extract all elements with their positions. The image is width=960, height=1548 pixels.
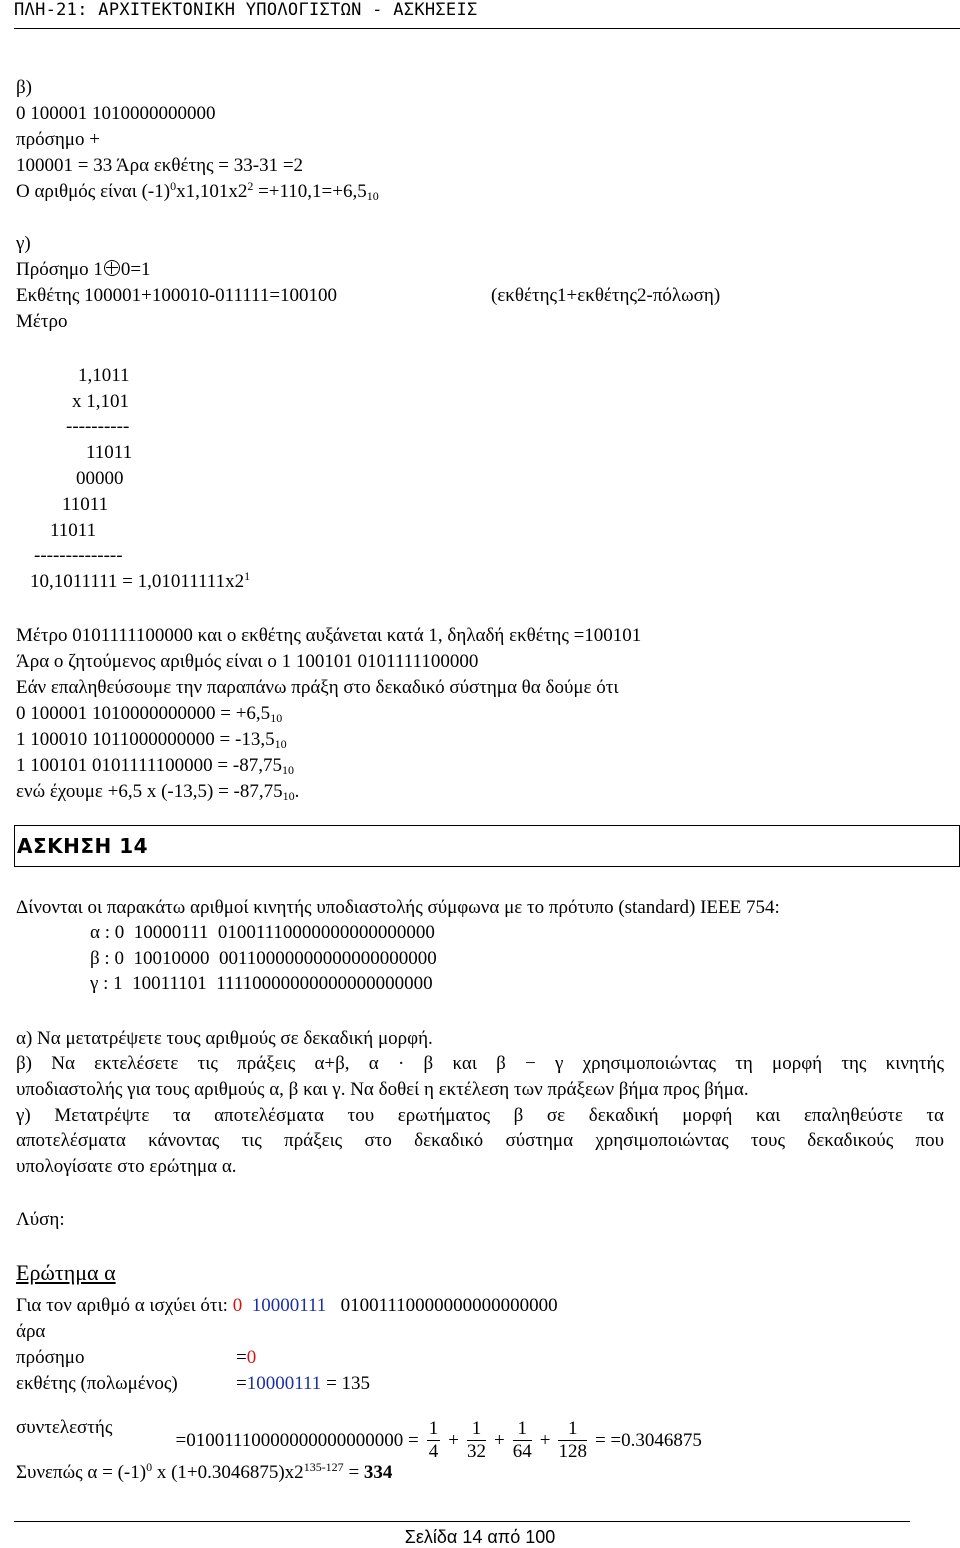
sign-value: =0 xyxy=(236,1347,257,1368)
part-c-p2: Άρα ο ζητούμενος αριθμός είναι ο 1 100101 0101111100000 xyxy=(16,651,479,672)
final-result: Συνεπώς $\alpha = (-1)^0$ x $(1+0.3046875)x2^{135-127} = 334$ xyxy=(16,1460,393,1483)
part-c-sign: Πρόσημο 1 0=1 xyxy=(16,259,151,280)
verify-line-1: 0 100001 $1010000000000 = +6,5_{10}$ xyxy=(16,703,283,725)
mult-line-5: 00000 xyxy=(76,468,124,489)
mult-result: $10,1011111 = 1,01011111x2^1$ xyxy=(30,569,251,592)
part-c-label: γ) xyxy=(16,233,31,254)
solution-line-1: Για τον αριθμό α ισχύει ότι: 0 10000111 01001110000000000000000 xyxy=(16,1295,558,1316)
fraction-1-32: $\frac{1}{32}$ xyxy=(467,1418,486,1462)
part-b-line1: 0 100001 1010000000000 xyxy=(16,103,216,124)
question-c-line3: υπολογίσατε στο ερώτημα α. xyxy=(16,1156,237,1177)
number-c: γ : 1 10011101 11110000000000000000000 xyxy=(90,973,433,994)
verify-line-3: 1 100101 $0101111100000 = -87,75_{10}$ xyxy=(16,755,294,777)
coef-expression: =01001110000000000000000 = $\frac{1}{4}$ + $\frac{1}{32}$ + $\frac{1}{64}$ + $\frac{1}{128}$ = =0.3046875 xyxy=(175,1418,702,1462)
mult-line-4: 11011 xyxy=(86,442,133,463)
oplus-icon xyxy=(104,260,120,276)
mult-line-8: -------------- xyxy=(34,545,123,566)
exponent-label: εκθέτης (πολωμένος) xyxy=(16,1373,178,1394)
section-heading: Ερώτημα α xyxy=(16,1260,116,1285)
part-b-line2: πρόσημο + xyxy=(16,129,100,150)
fraction-1-64: $\frac{1}{64}$ xyxy=(512,1418,532,1462)
footer-divider xyxy=(14,1521,910,1522)
fraction-1-4: $\frac{1}{4}$ xyxy=(428,1418,439,1462)
page-header xyxy=(14,0,960,29)
question-c-line2: αποτελέσματα κάνοντας τις πράξεις στο δεκαδικό σύστημα χρησιμοποιώντας τους δεκαδικούς που xyxy=(16,1130,944,1151)
part-c-p3: Εάν επαληθεύσουμε την παραπάνω πράξη στο δεκαδικό σύστημα θα δούμε ότι xyxy=(16,677,619,698)
part-c-exp-note: (εκθέτης1+εκθέτης2-πόλωση) xyxy=(491,285,721,306)
mult-line-3: ---------- xyxy=(66,416,130,437)
mult-line-6: 11011 xyxy=(62,494,109,515)
part-c-exp: Εκθέτης 100001+100010-011111=100100 xyxy=(16,285,338,306)
part-b-line3: 100001 = 33 Άρα εκθέτης = 33-31 =2 xyxy=(16,155,304,176)
question-b-line2: υποδιαστολής για τους αριθμούς α, β και γ. Να δοθεί η εκτέλεση των πράξεων βήμα προς βήμα. xyxy=(16,1079,749,1100)
verify-line-2: 1 100010 $1011000000000 = -13,5_{10}$ xyxy=(16,729,287,751)
question-a: α) Να μετατρέψετε τους αριθμούς σε δεκαδική μορφή. xyxy=(16,1028,433,1049)
exercise-heading-box xyxy=(14,825,960,867)
question-c-line1: γ) Μετατρέψτε τα αποτελέσματα του ερωτήματος β σε δεκαδική μορφή και επαληθεύστε τα xyxy=(16,1105,944,1126)
part-c-metro: Μέτρο xyxy=(16,311,68,332)
part-b-label: β) xyxy=(16,77,32,98)
coef-label: συντελεστής xyxy=(16,1417,113,1438)
mult-line-7: 11011 xyxy=(50,520,97,541)
number-b: β : 0 10010000 00110000000000000000000 xyxy=(90,948,437,969)
exponent-value: =10000111 = 135 xyxy=(236,1373,371,1394)
fraction-1-128: $\frac{1}{128}$ xyxy=(558,1418,587,1462)
mult-line-2: x 1,101 xyxy=(72,391,129,412)
part-b-line4: Ο αριθμός είναι $(-1)^0x1,101x2^2 =+110,1=+6,5_{10}$ xyxy=(16,179,379,203)
exercise-title: ΑΣΚΗΣΗ 14 xyxy=(17,834,149,858)
solution-ara: άρα xyxy=(16,1321,46,1342)
mult-line-1: 1,1011 xyxy=(78,365,130,386)
exercise-intro: Δίνονται οι παρακάτω αριθμοί κινητής υποδιαστολής σύμφωνα με το πρότυπο (standard) IEEE 754: xyxy=(16,897,780,918)
page-number: Σελίδα 14 από 100 xyxy=(404,1527,556,1547)
part-c-p1: Μέτρο 0101111100000 και ο εκθέτης αυξάνεται κατά 1, δηλαδή εκθέτης =100101 xyxy=(16,625,642,646)
header-title: ΠΛΗ-21: ΑΡΧΙΤΕΚΤΟΝΙΚΗ ΥΠΟΛΟΓΙΣΤΩΝ - ΑΣΚΗΣΕΙΣ xyxy=(14,0,478,20)
verify-line-4: ενώ έχουμε +6,5 x $(-13,5) = -87,75_{10}$. xyxy=(16,781,300,803)
question-b-line1: β) Να εκτελέσετε τις πράξεις α+β, α · β και β − γ χρησιμοποιώντας τη μορφή της κινητής xyxy=(16,1053,944,1074)
solution-label: Λύση: xyxy=(16,1209,65,1230)
sign-label: πρόσημο xyxy=(16,1347,85,1368)
number-a: α : 0 10000111 01001110000000000000000 xyxy=(90,922,435,943)
